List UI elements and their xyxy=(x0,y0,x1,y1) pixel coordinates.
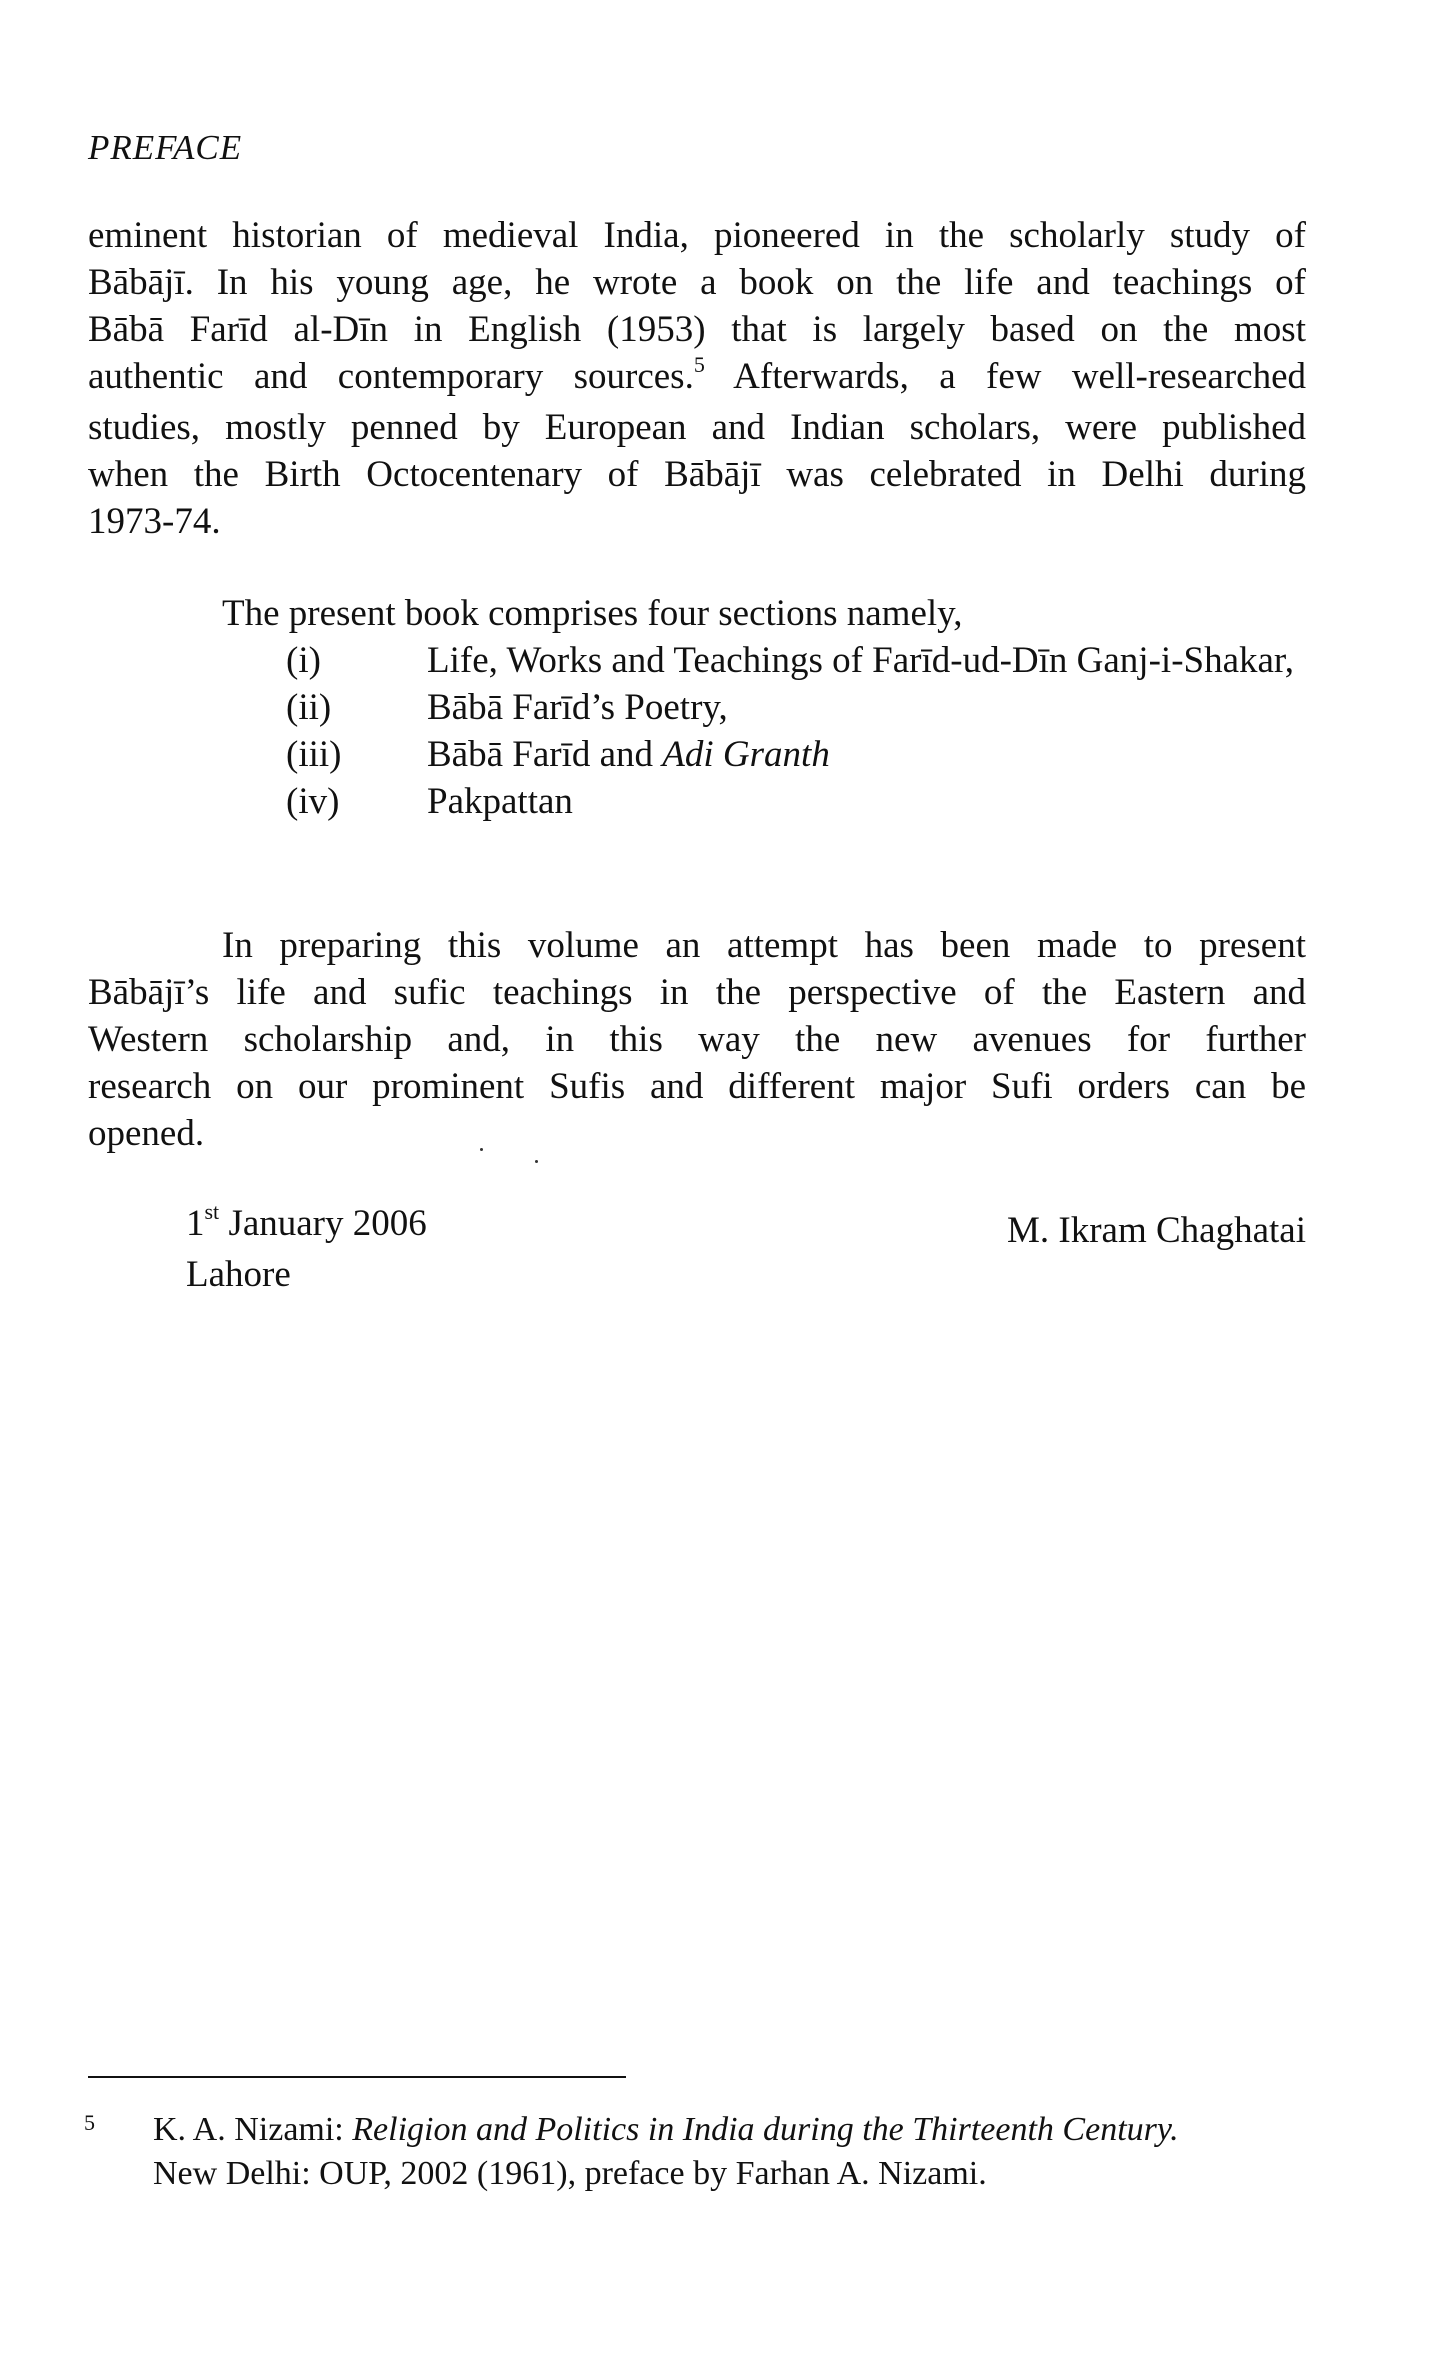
footnote-citation xyxy=(153,2108,1311,2152)
footnote-author: K. A. Nizami: xyxy=(153,2111,353,2148)
paragraph-1-line: eminent historian of medieval India, pioneered in the scholarly study of xyxy=(88,215,1306,256)
scan-speck xyxy=(535,1160,538,1163)
sections-intro: The present book comprises four sections namely, xyxy=(222,593,963,634)
paragraph-1-line: studies, mostly penned by European and Indian scholars, were published xyxy=(88,407,1306,448)
signature-place: Lahore xyxy=(186,1254,291,1295)
paragraph-1-line-with-footnote xyxy=(88,353,1306,404)
list-item-text: Pakpattan xyxy=(427,781,573,822)
list-item-text: Life, Works and Teachings of Farīd-ud-Dīn Ganj-i-Shakar, xyxy=(427,640,1295,681)
paragraph-3-line: opened. xyxy=(88,1113,205,1154)
list-item-number: (ii) xyxy=(286,687,332,728)
list-item-text xyxy=(427,731,1307,778)
list-item xyxy=(286,684,1307,731)
list-item-number: (i) xyxy=(286,640,321,681)
sections-list xyxy=(286,637,1307,825)
paragraph-1-line: Bābājī. In his young age, he wrote a book on the life and teachings of xyxy=(88,262,1306,303)
paragraph-3-line: research on our prominent Sufis and different major Sufi orders can be xyxy=(88,1066,1306,1107)
footnote-publication: New Delhi: OUP, 2002 (1961), preface by Farhan A. Nizami. xyxy=(153,2155,987,2192)
paragraph-3-line: Bābājī’s life and sufic teachings in the perspective of the Eastern and xyxy=(88,972,1306,1013)
paragraph-1-line-end: Afterwards, a few well-researched xyxy=(704,356,1307,397)
footnote-text xyxy=(153,2108,1311,2196)
list-item-number: (iii) xyxy=(286,734,342,775)
list-item-number: (iv) xyxy=(286,781,340,822)
list-item-text: Bābā Farīd’s Poetry, xyxy=(427,687,728,728)
list-item xyxy=(286,778,1307,825)
footnote-divider xyxy=(88,2076,626,2078)
footnote-number: 5 xyxy=(84,2110,95,2135)
signature-date-place xyxy=(186,1200,427,1298)
paragraph-1-line: Bābā Farīd al-Dīn in English (1953) that is largely based on the most xyxy=(88,309,1306,350)
list-item xyxy=(286,637,1307,684)
footnote-title: Religion and Politics in India during the Thirteenth Century. xyxy=(352,2111,1179,2148)
paragraph-3 xyxy=(88,922,1306,1157)
paragraph-1-line: 1973-74. xyxy=(88,501,221,542)
date-day: 1 xyxy=(186,1203,205,1244)
paragraph-3-line: In preparing this volume an attempt has been made to present xyxy=(222,925,1306,966)
signature-date xyxy=(186,1200,427,1251)
paragraph-1-line-start: authentic and contemporary sources. xyxy=(88,356,694,397)
footnote-reference: 5 xyxy=(693,352,705,377)
date-rest: January 2006 xyxy=(219,1203,427,1244)
paragraph-1-line: when the Birth Octocentenary of Bābājī was celebrated in Delhi during xyxy=(88,454,1306,495)
signature-author: M. Ikram Chaghatai xyxy=(1007,1210,1306,1251)
date-suffix: st xyxy=(204,1199,220,1224)
scan-speck xyxy=(480,1148,483,1151)
paragraph-3-line: Western scholarship and, in this way the new avenues for further xyxy=(88,1019,1306,1060)
list-item xyxy=(286,731,1307,778)
list-item-text-italic: Adi Granth xyxy=(662,734,830,775)
paragraph-1 xyxy=(88,212,1306,545)
list-item-text-plain: Bābā Farīd and xyxy=(427,734,663,775)
running-head: PREFACE xyxy=(88,128,243,167)
